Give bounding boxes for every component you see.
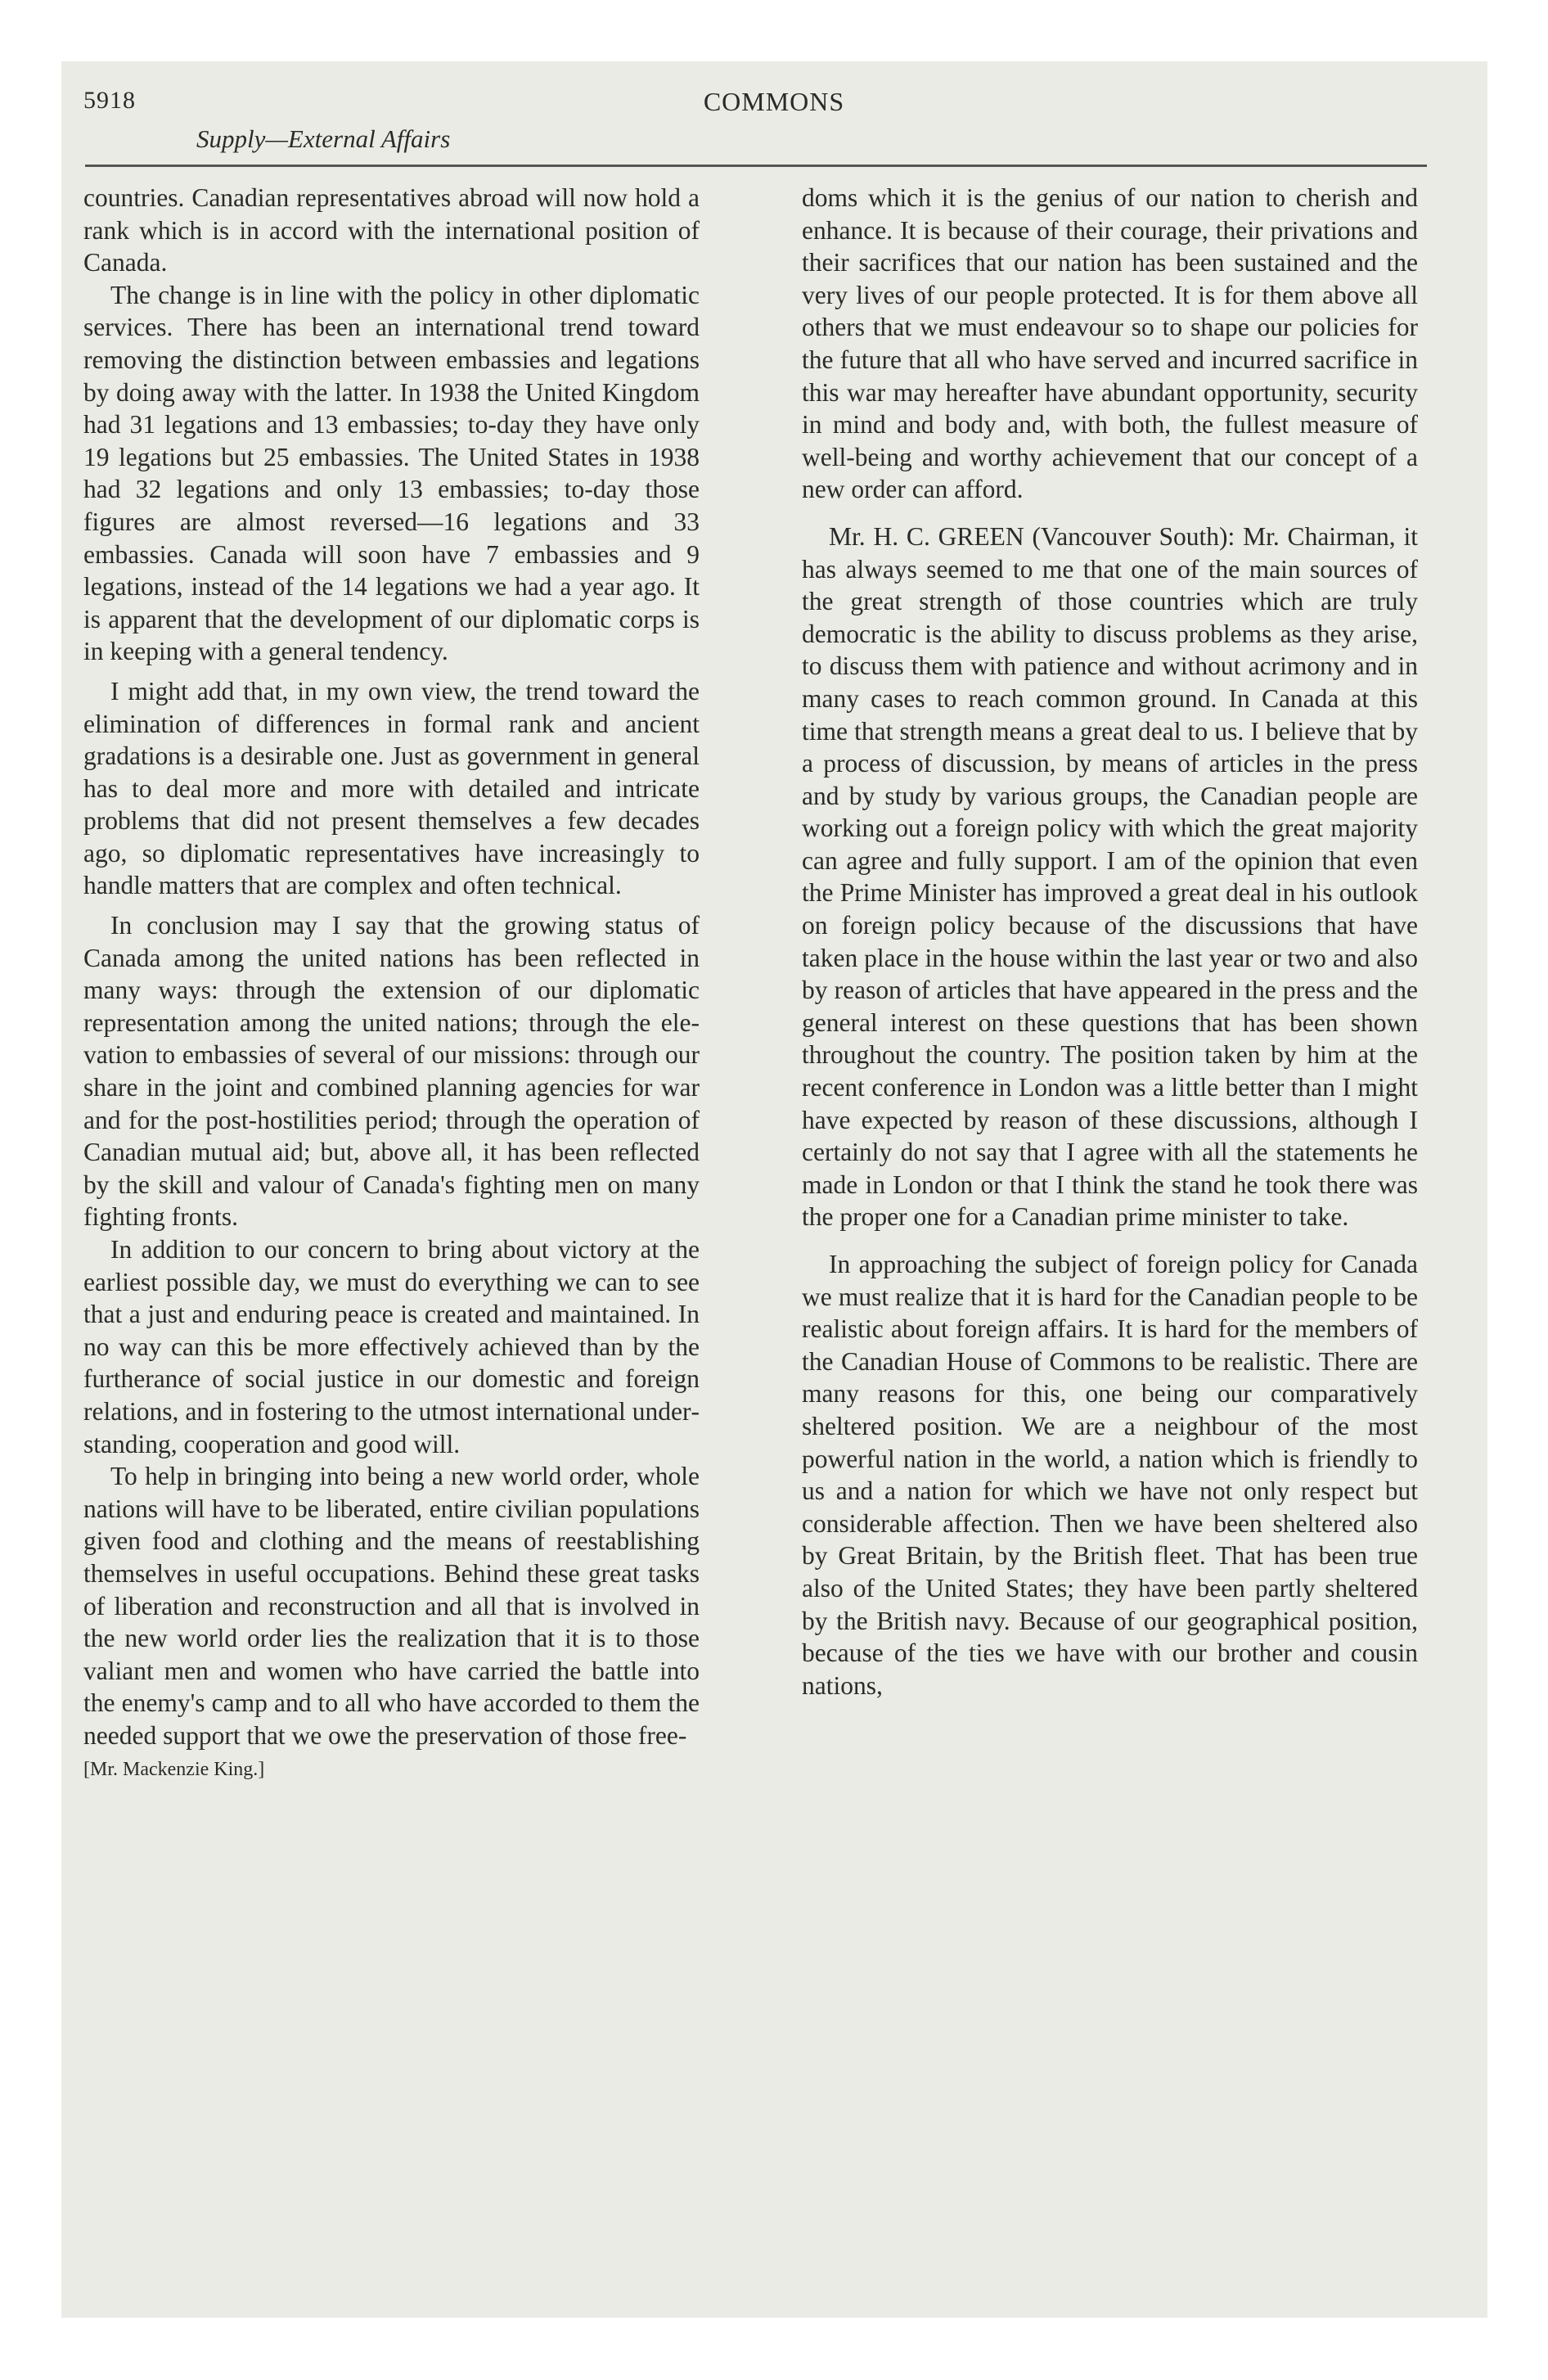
page-number: 5918 — [83, 87, 136, 114]
paragraph: In approaching the subject of foreign policy for Canada we must realize that it is hard for the Canadian people to be realistic about foreign affairs. It is hard for the members of the Canadian House of Commons to be realistic. There are many reasons for this, one being our comparatively sheltered position. We are a neighbour of the most powerful nation in the world, a nation which is friendly to us and a nation for which we have not only respect but considerable affection. Then we have been sheltered also by Great Britain, by the British fleet. That has been true also of the United States; they have been partly sheltered by the British navy. Because of our geographical position, because of the ties we have with our brother and cousin nations, — [802, 1250, 1418, 1700]
paragraph: Mr. H. C. GREEN (Vancouver South): Mr. Chairman, it has always seemed to me that one of the main sources of the great strength of those countries which are truly democratic is the ability to discuss problems as they arise, to discuss them with patience and without acrimony and in many cases to reach common ground. In Canada at this time that strength means a great deal to us. I believe that by a process of discussion, by means of articles in the press and by study by various groups, the Canadian people are working out a foreign policy with which the great majority can agree and fully support. I am of the opinion that even the Prime Minister has improved a great deal in his outlook on foreign policy because of the discussions that have taken place in the house within the last year or two and also by reason of articles that have appeared in the press and the general interest on these questions that has been shown throughout the country. The position taken by him at the recent conference in London was a little better than I might have expected by reason of these discussions, although I certainly do not say that I agree with all the statements he made in London or that I think the stand he took there was the proper one for a Canadian prime minister to take. — [802, 521, 1418, 1232]
page-header-title: COMMONS — [703, 87, 845, 116]
page-header-subtitle: Supply—External Affairs — [196, 124, 451, 153]
left-column — [83, 182, 700, 1782]
paragraph: doms which it is the genius of our nation to cherish and enhance. It is because of their courage, their privations and their sacrifices that our nation has been sustained and the very lives of our people protected. It is for them above all others that we must endeavour so to shape our policies for the future that all who have served and incurred sacrifice in this war may hereafter have abundant opportunity, security in mind and body and, with both, the fullest measure of well-being and worthy achievement that our concept of a new order can afford. — [802, 183, 1418, 504]
paragraph: I might add that, in my own view, the trend toward the elimination of differences in formal rank and ancient gradations is a desirable one. Just as government in general has to deal more and more with detailed and intricate problems that did not present themselves a few decades ago, so diplomatic representatives have increasingly to handle matters that are complex and often technical. — [83, 676, 700, 900]
header-rule — [85, 165, 1427, 167]
paragraph: To help in bringing into being a new world order, whole nations will have to be liberated, entire civilian populations given food and clothing and the means of reestablishing themselves in useful occupations. Behind these great tasks of liberation and reconstruction and all that is involved in the new world order lies the realization that it is to those valiant men and women who have carried the battle into the enemy's camp and to all who have accorded to them the needed support that we owe the preservation of those free- — [83, 1462, 700, 1750]
paragraph: In addition to our concern to bring about victory at the earliest possible day, we must do everything we can to see that a just and enduring peace is created and maintained. In no way can this be more effectively achieved than by the furtherance of social justice in our domestic and foreign relations, and in fostering to the utmost international understanding, cooperation and good will. — [83, 1235, 700, 1458]
paragraph: countries. Canadian representatives abroad will now hold a rank which is in accord with the international position of Canada. — [83, 183, 700, 277]
speaker-attribution: [Mr. Mackenzie King.] — [83, 1758, 265, 1780]
paragraph: The change is in line with the policy in other diplomatic services. There has been an international trend toward removing the distinction between embassies and legations by doing away with the latter. In 1938 the United Kingdom had 31 legations and 13 embassies; to-day they have only 19 legations but 25 embassies. The United States in 1938 had 32 legations and only 13 embassies; to-day those figures are almost reversed—16 legations and 33 embassies. Canada will soon have 7 embassies and 9 legations, instead of the 14 legations we had a year ago. It is apparent that the development of our diplomatic corps is in keeping with a general tendency. — [83, 280, 700, 666]
right-column — [802, 182, 1418, 1702]
paragraph: In conclusion may I say that the growing status of Canada among the united nations has been reflected in many ways: through the extension of our diplomatic representation among the united nations; through the elevation to embassies of several of our missions: through our share in the joint and combined planning agencies for war and for the post-hostilities period; through the operation of Canadian mutual aid; but, above all, it has been reflected by the skill and valour of Canada's fighting men on many fighting fronts. — [83, 911, 700, 1232]
